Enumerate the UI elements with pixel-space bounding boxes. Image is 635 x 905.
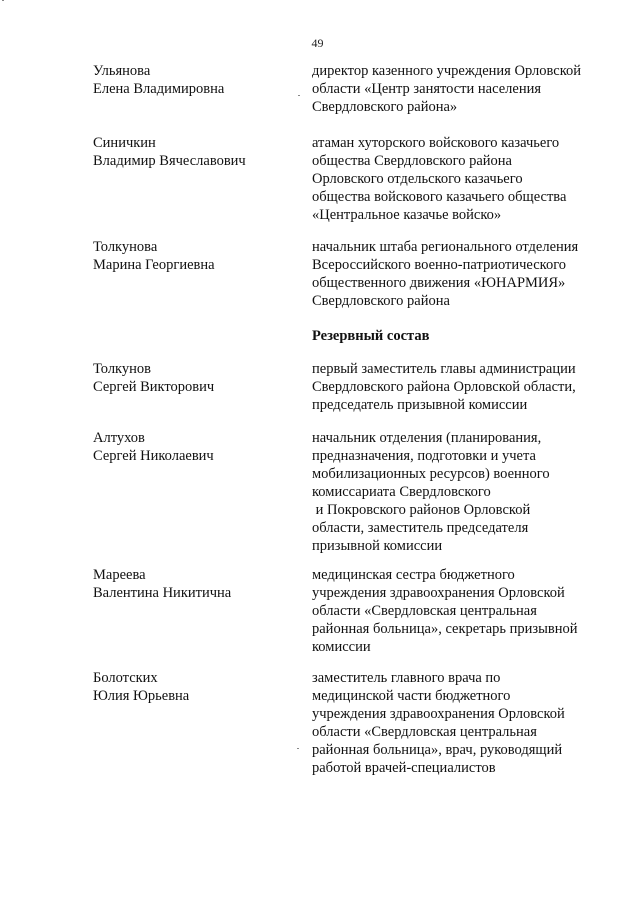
member-position-line: медицинской части бюджетного — [312, 688, 511, 704]
member-name — [93, 62, 303, 98]
member-surname: Толкунов — [93, 361, 152, 377]
member-position-line: атаман хуторского войскового казачьего — [312, 135, 560, 151]
member-given-names: Владимир Вячеславович — [93, 153, 246, 169]
member-position-line: комиссии — [312, 639, 371, 655]
member-position — [312, 238, 612, 310]
member-position-line: Свердловского района — [312, 293, 450, 309]
member-given-names: Валентина Никитична — [93, 585, 232, 601]
member-name — [93, 360, 303, 396]
member-position-line: директор казенного учреждения Орловской — [312, 63, 582, 79]
member-position-line: медицинская сестра бюджетного — [312, 567, 515, 583]
section-heading-reserve: Резервный состав — [312, 328, 430, 344]
member-given-names: Сергей Николаевич — [93, 448, 214, 464]
member-position-line: районная больница», врач, руководящий — [312, 742, 563, 758]
member-position-line: Орловского отдельского казачьего — [312, 171, 523, 187]
member-position-line: работой врачей-специалистов — [312, 760, 496, 776]
member-name — [93, 238, 303, 274]
member-surname: Ульянова — [93, 63, 151, 79]
member-name — [93, 669, 303, 705]
member-position-line: Свердловского района» — [312, 99, 458, 115]
member-given-names: Сергей Викторович — [93, 379, 215, 395]
member-position-line: области, заместитель председателя — [312, 520, 529, 536]
member-surname: Болотских — [93, 670, 158, 686]
member-surname: Алтухов — [93, 430, 145, 446]
member-position-line: председатель призывной комиссии — [312, 397, 528, 413]
member-position-line: Всероссийского военно-патриотического — [312, 257, 567, 273]
member-name — [93, 429, 303, 465]
scan-speck — [298, 95, 300, 96]
member-position-line: учреждения здравоохранения Орловской — [312, 706, 565, 722]
member-position-line: общественного движения «ЮНАРМИЯ» — [312, 275, 566, 291]
member-position-line: заместитель главного врача по — [312, 670, 501, 686]
member-given-names: Елена Владимировна — [93, 81, 225, 97]
member-position-line: и Покровского районов Орловской — [312, 502, 531, 518]
member-position-line: общества войскового казачьего общества — [312, 189, 567, 205]
member-position-line: Свердловского района Орловской области, — [312, 379, 576, 395]
member-position-line: первый заместитель главы администрации — [312, 361, 576, 377]
member-position — [312, 62, 612, 116]
member-position — [312, 566, 612, 656]
member-position — [312, 360, 612, 414]
member-given-names: Юлия Юрьевна — [93, 688, 190, 704]
member-position — [312, 669, 612, 777]
member-position-line: призывной комиссии — [312, 538, 443, 554]
member-position-line: общества Свердловского района — [312, 153, 512, 169]
member-position-line: районная больница», секретарь призывной — [312, 621, 578, 637]
scan-speck — [2, 0, 4, 1]
member-position-line: мобилизационных ресурсов) военного — [312, 466, 550, 482]
member-surname: Толкунова — [93, 239, 158, 255]
member-position-line: начальник штаба регионального отделения — [312, 239, 579, 255]
member-position-line: учреждения здравоохранения Орловской — [312, 585, 565, 601]
page-number: 49 — [311, 36, 324, 50]
member-position — [312, 134, 612, 224]
member-name — [93, 134, 303, 170]
member-position-line: «Центральное казачье войско» — [312, 207, 502, 223]
member-position-line: области «Свердловская центральная — [312, 603, 537, 619]
member-position-line: комиссариата Свердловского — [312, 484, 491, 500]
member-position — [312, 429, 612, 555]
member-position-line: начальник отделения (планирования, — [312, 430, 542, 446]
scan-speck — [297, 748, 299, 749]
member-given-names: Марина Георгиевна — [93, 257, 215, 273]
member-position-line: области «Свердловская центральная — [312, 724, 537, 740]
member-surname: Синичкин — [93, 135, 156, 151]
member-name — [93, 566, 303, 602]
member-position-line: предназначения, подготовки и учета — [312, 448, 536, 464]
member-surname: Мареева — [93, 567, 146, 583]
member-position-line: области «Центр занятости населения — [312, 81, 542, 97]
